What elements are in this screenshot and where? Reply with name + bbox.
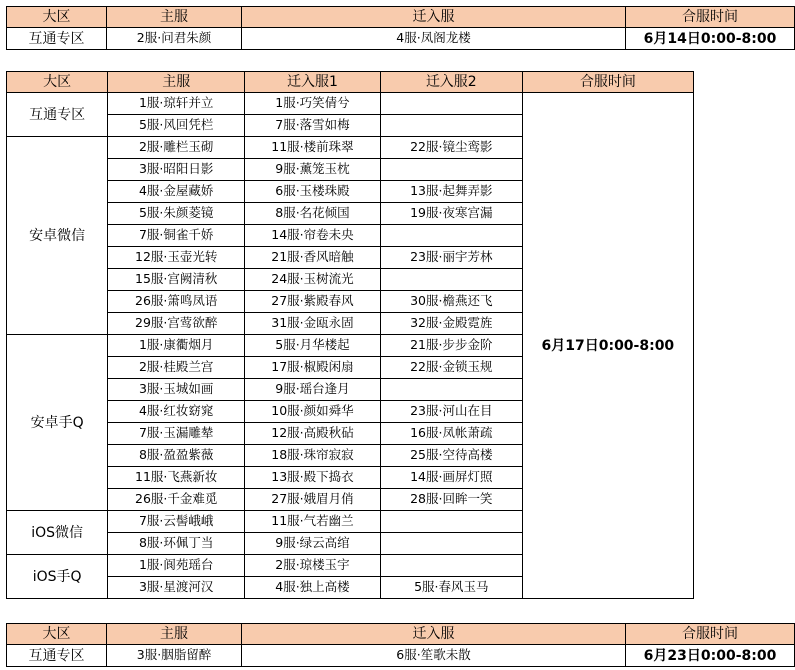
main-server-cell: 7服·铜雀千娇 xyxy=(108,225,245,247)
moved-server-2-cell: 5服·春风玉马 xyxy=(380,577,522,599)
moved-server-2-cell xyxy=(380,555,522,577)
moved-server-2-cell xyxy=(380,93,522,115)
moved-server-1-cell: 1服·巧笑倩兮 xyxy=(245,93,381,115)
main-server-cell: 8服·环佩丁当 xyxy=(108,533,245,555)
moved-server-2-cell: 28服·回眸一笑 xyxy=(380,489,522,511)
header-region: 大区 xyxy=(7,624,107,645)
moved-server-1-cell: 24服·玉树流光 xyxy=(245,269,381,291)
header-moved-server-1: 迁入服1 xyxy=(245,72,381,93)
moved-server-2-cell xyxy=(380,115,522,137)
moved-server-2-cell: 21服·步步金阶 xyxy=(380,335,522,357)
main-server-cell: 11服·飞燕新妆 xyxy=(108,467,245,489)
region-cell: iOS手Q xyxy=(7,555,108,599)
moved-server-2-cell: 14服·画屏灯照 xyxy=(380,467,522,489)
moved-server-2-cell: 23服·河山在目 xyxy=(380,401,522,423)
moved-server-1-cell: 8服·名花倾国 xyxy=(245,203,381,225)
moved-server-1-cell: 17服·椒殿闲扇 xyxy=(245,357,381,379)
moved-server-2-cell: 22服·镜尘鸾影 xyxy=(380,137,522,159)
header-moved-server-2: 迁入服2 xyxy=(380,72,522,93)
header-region: 大区 xyxy=(7,72,108,93)
moved-server-1-cell: 2服·琼楼玉宇 xyxy=(245,555,381,577)
moved-server-1-cell: 10服·颜如舜华 xyxy=(245,401,381,423)
main-server-cell: 3服·玉城如画 xyxy=(108,379,245,401)
main-server-cell: 15服·宫阙清秋 xyxy=(108,269,245,291)
main-server-cell: 4服·金屋藏娇 xyxy=(108,181,245,203)
moved-server-2-cell: 32服·金殿霓旌 xyxy=(380,313,522,335)
region-cell: 互通专区 xyxy=(7,93,108,137)
moved-server-2-cell xyxy=(380,379,522,401)
moved-server-cell: 6服·笙歌未散 xyxy=(242,645,626,667)
main-server-cell: 5服·朱颜菱镜 xyxy=(108,203,245,225)
main-server-cell: 1服·阆苑瑶台 xyxy=(108,555,245,577)
moved-server-1-cell: 31服·金瓯永固 xyxy=(245,313,381,335)
merge-time-cell: 6月17日0:00-8:00 xyxy=(522,93,693,599)
moved-server-1-cell: 7服·落雪如梅 xyxy=(245,115,381,137)
moved-server-1-cell: 9服·薰笼玉枕 xyxy=(245,159,381,181)
main-server-cell: 2服·问君朱颜 xyxy=(107,28,242,50)
main-server-cell: 1服·康衢烟月 xyxy=(108,335,245,357)
moved-server-2-cell: 16服·凤帐萧疏 xyxy=(380,423,522,445)
main-server-cell: 8服·盈盈紫薇 xyxy=(108,445,245,467)
moved-server-1-cell: 5服·月华楼起 xyxy=(245,335,381,357)
moved-server-1-cell: 4服·独上高楼 xyxy=(245,577,381,599)
header-merge-time: 合服时间 xyxy=(626,7,795,28)
moved-server-1-cell: 9服·绿云高绾 xyxy=(245,533,381,555)
region-cell: 安卓手Q xyxy=(7,335,108,511)
main-server-cell: 26服·箫鸣凤语 xyxy=(108,291,245,313)
header-main-server: 主服 xyxy=(108,72,245,93)
main-server-cell: 1服·琼轩并立 xyxy=(108,93,245,115)
moved-server-1-cell: 13服·殿下捣衣 xyxy=(245,467,381,489)
moved-server-1-cell: 27服·紫殿春风 xyxy=(245,291,381,313)
header-merge-time: 合服时间 xyxy=(626,624,795,645)
header-main-server: 主服 xyxy=(107,624,242,645)
main-server-cell: 26服·千金难觅 xyxy=(108,489,245,511)
table-row xyxy=(7,93,694,115)
main-server-cell: 3服·胭脂留醉 xyxy=(107,645,242,667)
moved-server-1-cell: 11服·气若幽兰 xyxy=(245,511,381,533)
moved-server-1-cell: 12服·高殿秋砧 xyxy=(245,423,381,445)
moved-server-1-cell: 9服·瑶台逢月 xyxy=(245,379,381,401)
region-cell: iOS微信 xyxy=(7,511,108,555)
main-server-cell: 5服·风回凭栏 xyxy=(108,115,245,137)
moved-server-2-cell xyxy=(380,511,522,533)
moved-server-2-cell: 23服·丽宇芳林 xyxy=(380,247,522,269)
moved-server-2-cell: 22服·金锁玉规 xyxy=(380,357,522,379)
moved-server-1-cell: 21服·香风暗触 xyxy=(245,247,381,269)
merge-time-cell: 6月14日0:00-8:00 xyxy=(626,28,795,50)
moved-server-1-cell: 27服·娥眉月俏 xyxy=(245,489,381,511)
merge-table-june-23 xyxy=(6,623,795,667)
header-merge-time: 合服时间 xyxy=(522,72,693,93)
region-cell: 安卓微信 xyxy=(7,137,108,335)
moved-server-1-cell: 14服·帘卷未央 xyxy=(245,225,381,247)
region-cell: 互通专区 xyxy=(7,645,107,667)
main-server-cell: 2服·桂殿兰宫 xyxy=(108,357,245,379)
main-server-cell: 7服·云髻峨峨 xyxy=(108,511,245,533)
merge-table-june-14 xyxy=(6,6,795,50)
main-server-cell: 3服·星渡河汉 xyxy=(108,577,245,599)
moved-server-2-cell xyxy=(380,269,522,291)
moved-server-2-cell xyxy=(380,159,522,181)
merge-time-cell: 6月23日0:00-8:00 xyxy=(626,645,795,667)
moved-server-2-cell xyxy=(380,533,522,555)
moved-server-1-cell: 18服·珠帘寂寂 xyxy=(245,445,381,467)
moved-server-2-cell: 19服·夜寒宫漏 xyxy=(380,203,522,225)
moved-server-cell: 4服·凤阁龙楼 xyxy=(242,28,626,50)
main-server-cell: 12服·玉壶光转 xyxy=(108,247,245,269)
main-server-cell: 7服·玉漏雕辇 xyxy=(108,423,245,445)
moved-server-2-cell xyxy=(380,225,522,247)
moved-server-2-cell: 13服·起舞弄影 xyxy=(380,181,522,203)
moved-server-1-cell: 6服·玉楼珠殿 xyxy=(245,181,381,203)
header-region: 大区 xyxy=(7,7,107,28)
main-server-cell: 29服·宫莺欲醉 xyxy=(108,313,245,335)
moved-server-1-cell: 11服·楼前珠翠 xyxy=(245,137,381,159)
main-server-cell: 4服·红妆窈窕 xyxy=(108,401,245,423)
main-server-cell: 2服·雕栏玉砌 xyxy=(108,137,245,159)
main-server-cell: 3服·昭阳日影 xyxy=(108,159,245,181)
region-cell: 互通专区 xyxy=(7,28,107,50)
header-main-server: 主服 xyxy=(107,7,242,28)
header-moved-server: 迁入服 xyxy=(242,7,626,28)
moved-server-2-cell: 30服·檐燕还飞 xyxy=(380,291,522,313)
header-moved-server: 迁入服 xyxy=(242,624,626,645)
moved-server-2-cell: 25服·空待高楼 xyxy=(380,445,522,467)
merge-table-june-17 xyxy=(6,71,694,599)
